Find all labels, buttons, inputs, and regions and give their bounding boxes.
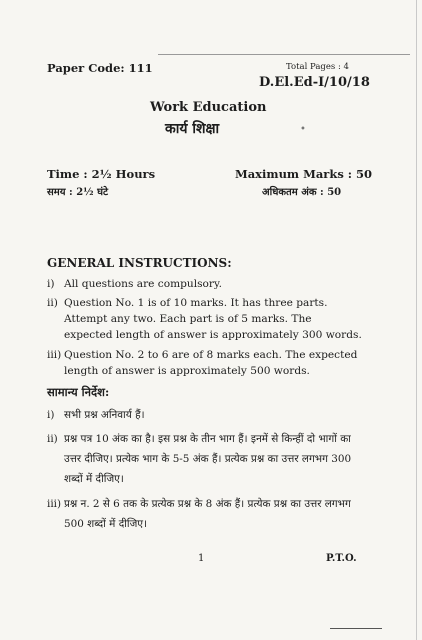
max-marks-hindi: अधिकतम अंक : 50 bbox=[262, 187, 342, 198]
subject-title-hindi: कार्य शिक्षा bbox=[165, 121, 220, 137]
hindi-instruction-item bbox=[47, 429, 363, 489]
hindi-instruction-item bbox=[47, 405, 363, 425]
total-pages: Total Pages : 4 bbox=[286, 62, 349, 72]
paper-code: Paper Code: 111 bbox=[47, 61, 153, 75]
instruction-text: सभी प्रश्न अनिवार्य हैं। bbox=[64, 409, 145, 421]
max-marks-english: Maximum Marks : 50 bbox=[235, 167, 373, 181]
general-instructions-heading: GENERAL INSTRUCTIONS: bbox=[47, 256, 232, 270]
instruction-number: ii) bbox=[47, 297, 58, 309]
time-english: Time : 2½ Hours bbox=[47, 167, 156, 181]
bottom-rule bbox=[330, 628, 382, 629]
instruction-item bbox=[47, 347, 363, 379]
page-edge bbox=[416, 0, 417, 640]
instruction-number: i) bbox=[47, 409, 55, 421]
top-rule bbox=[158, 54, 410, 55]
instruction-number: ii) bbox=[47, 433, 58, 445]
instruction-text: प्रश्न पत्र 10 अंक का है। इस प्रश्न के तीन भाग हैं। इनमें से किन्हीं दो भागों का उत्तर दीजिए। प्रत्येक भाग के 5-5 अंक हैं। प्रत्येक प्रश्न का उत्तर लगभग 300 शब्दों में दीजिए। bbox=[64, 433, 352, 485]
instruction-text: Question No. 1 is of 10 marks. It has three parts. Attempt any two. Each part is of 5 marks. The expected length of answer is approximately 300 words. bbox=[64, 297, 362, 341]
instruction-text: Question No. 2 to 6 are of 8 marks each. The expected length of answer is approximately 500 words. bbox=[64, 349, 358, 377]
instruction-number: iii) bbox=[47, 349, 62, 361]
page-number: 1 bbox=[198, 553, 205, 564]
instruction-number: iii) bbox=[47, 498, 62, 510]
hindi-instructions-heading: सामान्य निर्देश: bbox=[47, 385, 110, 399]
instruction-item bbox=[47, 276, 363, 292]
instruction-item bbox=[47, 295, 363, 343]
instruction-number: i) bbox=[47, 278, 55, 290]
instruction-text: All questions are compulsory. bbox=[64, 278, 222, 290]
please-turn-over: P.T.O. bbox=[326, 553, 357, 564]
course-code: D.El.Ed-I/10/18 bbox=[259, 75, 370, 90]
hindi-instruction-item bbox=[47, 494, 363, 534]
time-hindi: समय : 2½ घंटे bbox=[47, 187, 109, 198]
instruction-text: प्रश्न न. 2 से 6 तक के प्रत्येक प्रश्न के 8 अंक हैं। प्रत्येक प्रश्न का उत्तर लगभग 500 शब्दों में दीजिए। bbox=[64, 498, 351, 530]
stray-mark: • bbox=[300, 124, 306, 135]
subject-title-english: Work Education bbox=[150, 100, 267, 115]
